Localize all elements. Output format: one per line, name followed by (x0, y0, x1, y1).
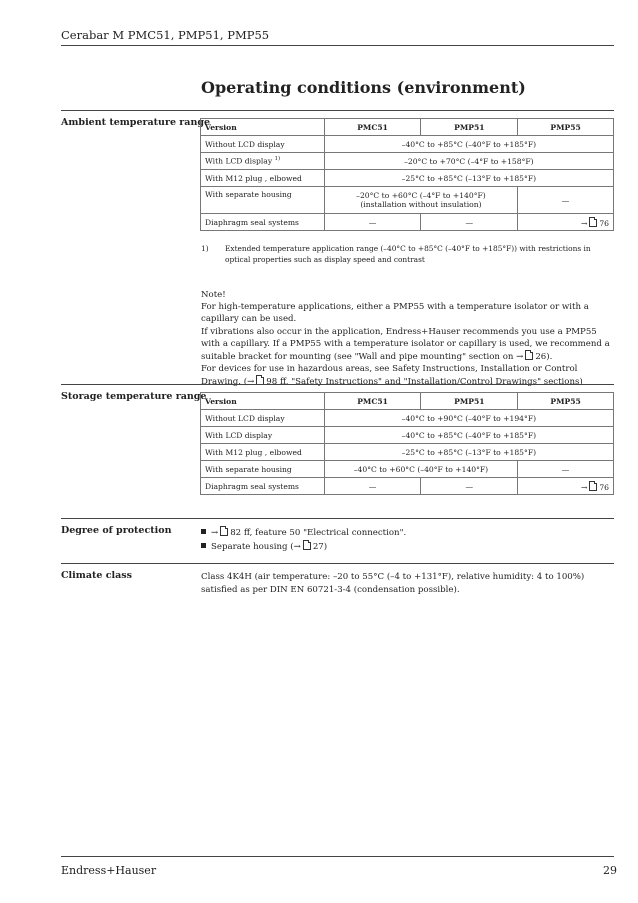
table-row (201, 410, 614, 427)
col-version: Version (201, 119, 325, 136)
page-icon (589, 217, 597, 227)
version-cell: With M12 plug , elbowed (201, 170, 325, 187)
section-title: Operating conditions (environment) (201, 78, 526, 97)
page-number: 29 (603, 864, 617, 877)
table-header-row (201, 393, 614, 410)
range-cell: –25°C to +85°C (–13°F to +185°F) (324, 170, 613, 187)
ambient-label: Ambient temperature range (61, 117, 211, 128)
divider (61, 110, 614, 111)
header-rule (61, 45, 614, 46)
version-cell: With LCD display (201, 427, 325, 444)
page-icon (589, 481, 597, 491)
footer-rule (61, 856, 614, 857)
footer-company: Endress+Hauser (61, 864, 157, 877)
bullet-icon (201, 543, 206, 548)
pmp55-cell: — (518, 461, 614, 478)
footnote-number: 1) (201, 244, 209, 253)
table-row (201, 478, 614, 495)
divider (61, 384, 614, 385)
page-ref-cell: → 76 (518, 214, 614, 231)
col-pmc51: PMC51 (324, 393, 421, 410)
table-row (201, 187, 614, 214)
col-pmc51: PMC51 (324, 119, 421, 136)
version-cell: Diaphragm seal systems (201, 214, 325, 231)
table-row (201, 214, 614, 231)
table-row (201, 136, 614, 153)
list-item: Separate housing (→ 27) (201, 540, 406, 554)
version-cell: Diaphragm seal systems (201, 478, 325, 495)
protection-list (201, 526, 406, 553)
version-cell: With M12 plug , elbowed (201, 444, 325, 461)
list-item: → 82 ff, feature 50 "Electrical connection". (201, 526, 406, 540)
table-row (201, 444, 614, 461)
page-ref-cell: → 76 (518, 478, 614, 495)
page-icon (220, 526, 228, 536)
table-row (201, 153, 614, 170)
version-cell: Without LCD display (201, 410, 325, 427)
pmc51-cell: — (324, 214, 421, 231)
range-cell: –40°C to +85°C (–40°F to +185°F) (324, 427, 613, 444)
range-cell: –20°C to +60°C (–4°F to +140°F) (installation without insulation) (324, 187, 518, 214)
range-cell: –40°C to +90°C (–40°F to +194°F) (324, 410, 613, 427)
footnote-text: Extended temperature application range (–40°C to +85°C (–40°F to +185°F)) with restrictions in optical properties such as display speed and contrast (225, 244, 591, 264)
range-cell: –40°C to +60°C (–40°F to +140°F) (324, 461, 518, 478)
pmp55-cell: — (518, 187, 614, 214)
range-cell: –20°C to +70°C (–4°F to +158°F) (324, 153, 613, 170)
running-header: Cerabar M PMC51, PMP51, PMP55 (61, 28, 270, 42)
note-line: If vibrations also occur in the application, Endress+Hauser recommends you use a PMP55 with a capillary. If a PMP55 with a temperature isolator or capillary is used, we recommend a suitable bracket for mounting (see "Wall and pipe mounting" section on → 26). (201, 326, 610, 363)
table-row (201, 170, 614, 187)
table-header-row (201, 119, 614, 136)
col-pmp55: PMP55 (518, 393, 614, 410)
climate-text: Class 4K4H (air temperature: –20 to 55°C (–4 to +131°F), relative humidity: 4 to 100%) satisfied as per DIN EN 60721-3-4 (condensation possible). (201, 572, 585, 595)
col-version: Version (201, 393, 325, 410)
footnote-ref: 1) (274, 156, 281, 163)
climate-label: Climate class (61, 570, 132, 581)
protection-label: Degree of protection (61, 525, 172, 536)
version-cell: With separate housing (201, 461, 325, 478)
version-cell: Without LCD display (201, 136, 325, 153)
col-pmp51: PMP51 (421, 393, 518, 410)
pmp51-cell: — (421, 478, 518, 495)
note-line: For devices for use in hazardous areas, see Safety Instructions, Installation or Control Drawing. (→ 98 ff, "Safety Instructions" and "Installation/Control Drawings" sections) (201, 364, 583, 388)
page-icon (525, 350, 533, 360)
pmp51-cell: — (421, 214, 518, 231)
col-pmp51: PMP51 (421, 119, 518, 136)
table-row (201, 461, 614, 478)
page-icon (303, 540, 311, 550)
version-cell: With LCD display $^{1)}$ (201, 153, 325, 170)
divider (61, 518, 614, 519)
storage-label: Storage temperature range (61, 391, 207, 402)
note-title: Note! (201, 290, 226, 300)
bullet-icon (201, 529, 206, 534)
table-row (201, 427, 614, 444)
divider (61, 563, 614, 564)
range-cell: –40°C to +85°C (–40°F to +185°F) (324, 136, 613, 153)
storage-table (200, 392, 614, 495)
note-line: For high-temperature applications, either a PMP55 with a temperature isolator or with a capillary can be used. (201, 302, 589, 325)
ambient-table (200, 118, 614, 231)
note-block (201, 289, 615, 389)
pmc51-cell: — (324, 478, 421, 495)
version-cell: With separate housing (201, 187, 325, 214)
col-pmp55: PMP55 (518, 119, 614, 136)
range-cell: –25°C to +85°C (–13°F to +185°F) (324, 444, 613, 461)
